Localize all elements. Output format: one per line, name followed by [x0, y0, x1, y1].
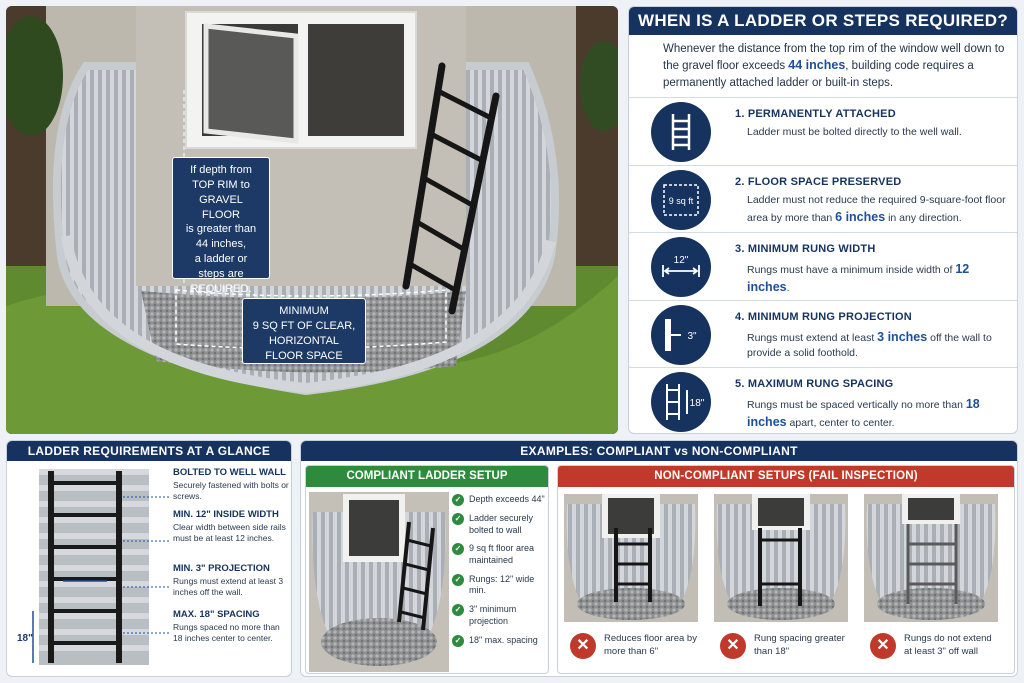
- failure-caption: [714, 633, 852, 659]
- desc-text: in any direction.: [885, 211, 962, 224]
- requirement-item: [629, 165, 1018, 233]
- rung-projection-icon: [651, 305, 711, 365]
- requirement-item: [629, 97, 1018, 165]
- intro-text: , building code requires a permanently attached ladder or built-in steps.: [663, 60, 974, 89]
- compliant-example: [305, 465, 549, 674]
- requirement-item: [629, 300, 1018, 368]
- failure-caption: [564, 633, 702, 659]
- requirements-intro: [629, 35, 1017, 95]
- check-item: [452, 513, 548, 536]
- depth-callout-line: 44 inches,: [195, 238, 247, 251]
- depth-callout-line: REQUIRED.: [190, 282, 252, 295]
- check-text: 9 sq ft floor area maintained: [469, 543, 535, 566]
- floor-area-icon-label: 9 sq ft: [668, 195, 694, 206]
- depth-callout: [172, 157, 270, 295]
- requirements-title: WHEN IS A LADDER OR STEPS REQUIRED?: [629, 7, 1017, 35]
- requirement-title: 1. PERMANENTLY ATTACHED: [735, 108, 896, 120]
- floor-callout-line: HORIZONTAL: [268, 334, 340, 347]
- check-item: [452, 604, 548, 627]
- check-item: [452, 543, 548, 566]
- failure-caption: [864, 633, 1002, 659]
- failure-image-projection: [864, 494, 998, 622]
- glance-item-desc: Rungs must extend at least 3 inches off the wall.: [173, 576, 284, 598]
- depth-callout-line: If depth from: [190, 164, 252, 176]
- check-text: 3" minimum projection: [469, 604, 517, 626]
- glance-item-title: MIN. 12" INSIDE WIDTH: [173, 509, 279, 520]
- floor-space-callout: [242, 298, 366, 364]
- failure-example: [864, 494, 1002, 659]
- intro-highlight: 44 inches: [788, 58, 846, 73]
- rung-width-icon-label: 12": [673, 255, 689, 266]
- floor-callout-line: MINIMUM: [279, 305, 329, 317]
- check-icon: ✓: [452, 543, 464, 555]
- noncompliant-title: NON-COMPLIANT SETUPS (FAIL INSPECTION): [558, 466, 1014, 487]
- check-item: [452, 574, 548, 597]
- desc-text: Rungs must be spaced vertically no more than: [747, 399, 966, 411]
- fail-x-icon: ✕: [720, 633, 746, 659]
- requirement-title: 4. MINIMUM RUNG PROJECTION: [735, 310, 912, 323]
- glance-item-desc: Rungs spaced no more than 18 inches center to center.: [173, 622, 280, 644]
- check-icon: ✓: [452, 513, 464, 525]
- fail-x-icon: ✕: [570, 633, 596, 659]
- check-text: Rungs: 12" wide min.: [469, 573, 535, 596]
- fail-x-icon: ✕: [870, 633, 896, 659]
- rung-spacing-icon: [651, 372, 711, 432]
- glance-item: [173, 509, 291, 544]
- check-item: [452, 635, 548, 647]
- desc-text: .: [786, 282, 790, 295]
- window-well-scene: [6, 6, 618, 434]
- check-text: 18" max. spacing: [469, 634, 538, 645]
- failure-text: Rung spacing greater than 18": [754, 633, 845, 657]
- glance-panel: [6, 440, 292, 677]
- rung-spacing-icon-label: 18": [689, 398, 705, 409]
- check-icon: ✓: [452, 574, 464, 586]
- desc-text: Rungs must have a minimum inside width of: [747, 264, 956, 276]
- glance-item-desc: Clear width between side rails must be at least 12 inches.: [173, 522, 286, 544]
- compliant-well-image: [309, 492, 449, 672]
- requirement-title: 2. FLOOR SPACE PRESERVED: [735, 175, 902, 188]
- requirement-item: [629, 367, 1018, 434]
- requirement-desc: [747, 193, 1012, 226]
- glance-item-title: MIN. 3" PROJECTION: [173, 563, 270, 574]
- glance-title: LADDER REQUIREMENTS AT A GLANCE: [7, 441, 291, 461]
- failure-text: Rungs do not extend at least 3" off wall: [904, 633, 992, 657]
- depth-callout-line: a ladder or: [194, 253, 248, 266]
- desc-highlight: 18 inches: [747, 397, 980, 430]
- failure-text: Reduces floor area by more than 6": [604, 633, 697, 657]
- glance-item: [173, 467, 291, 502]
- requirement-item: [629, 232, 1018, 300]
- requirement-title: 3. MINIMUM RUNG WIDTH: [735, 243, 876, 255]
- requirements-panel: [628, 6, 1018, 434]
- check-icon: ✓: [452, 635, 464, 647]
- spacing-label: 18": [17, 633, 33, 644]
- floor-callout-line: FLOOR SPACE: [265, 349, 343, 362]
- desc-highlight: 3 inches: [877, 329, 928, 344]
- floor-callout-line: 9 SQ FT OF CLEAR,: [252, 319, 356, 332]
- depth-callout-line: steps are: [198, 267, 244, 280]
- requirement-title: 5. MAXIMUM RUNG SPACING: [735, 378, 894, 390]
- depth-callout-line: TOP RIM to: [192, 178, 250, 191]
- glance-item: [173, 563, 291, 598]
- check-text: Ladder securely bolted to wall: [469, 513, 534, 535]
- rung-projection-icon-label: 3": [687, 330, 697, 342]
- ladder-icon: [651, 102, 711, 162]
- noncompliant-examples: [557, 465, 1015, 674]
- check-icon: ✓: [452, 494, 464, 506]
- desc-text: apart, center to center.: [786, 417, 895, 430]
- ladder-diagram: [11, 463, 171, 677]
- depth-callout-line: GRAVEL FLOOR: [199, 193, 243, 221]
- failure-image-floor: [564, 494, 698, 622]
- requirements-list: [629, 97, 1018, 434]
- requirement-desc: Ladder must be bolted directly to the well wall.: [747, 126, 962, 138]
- check-item: [452, 494, 548, 506]
- failure-example: [714, 494, 852, 659]
- check-text: Depth exceeds 44": [469, 494, 545, 504]
- desc-text: Rungs must extend at least: [747, 331, 878, 344]
- failure-example: [564, 494, 702, 659]
- requirement-desc: [747, 328, 1012, 361]
- check-icon: ✓: [452, 604, 464, 616]
- window-well-illustration: [6, 6, 618, 434]
- glance-item-desc: Securely fastened with bolts or screws.: [173, 480, 289, 502]
- desc-text: off the wall to provide a solid foothold.: [747, 331, 992, 359]
- examples-panel: [300, 440, 1018, 677]
- rung-width-icon: [651, 237, 711, 297]
- compliant-title: COMPLIANT LADDER SETUP: [306, 466, 548, 487]
- glance-item: [173, 609, 291, 644]
- requirement-desc: [747, 395, 1012, 431]
- desc-highlight: 12 inches: [747, 262, 970, 295]
- depth-callout-line: is greater than: [185, 223, 257, 236]
- requirement-desc: [747, 260, 1012, 296]
- floor-area-icon: [651, 170, 711, 230]
- desc-highlight: 6 inches: [835, 209, 886, 224]
- glance-item-title: MAX. 18" SPACING: [173, 609, 260, 620]
- failure-image-spacing: [714, 494, 848, 622]
- compliance-checklist: [452, 494, 548, 654]
- intro-text: Whenever the distance from the top rim of the window well down to the gravel floor exceeds: [663, 43, 1005, 73]
- glance-item-title: BOLTED TO WELL WALL: [173, 467, 286, 478]
- examples-title: EXAMPLES: COMPLIANT vs NON-COMPLIANT: [301, 441, 1017, 461]
- desc-text: Ladder must not reduce the required 9-square-foot floor area by more than: [747, 193, 1006, 224]
